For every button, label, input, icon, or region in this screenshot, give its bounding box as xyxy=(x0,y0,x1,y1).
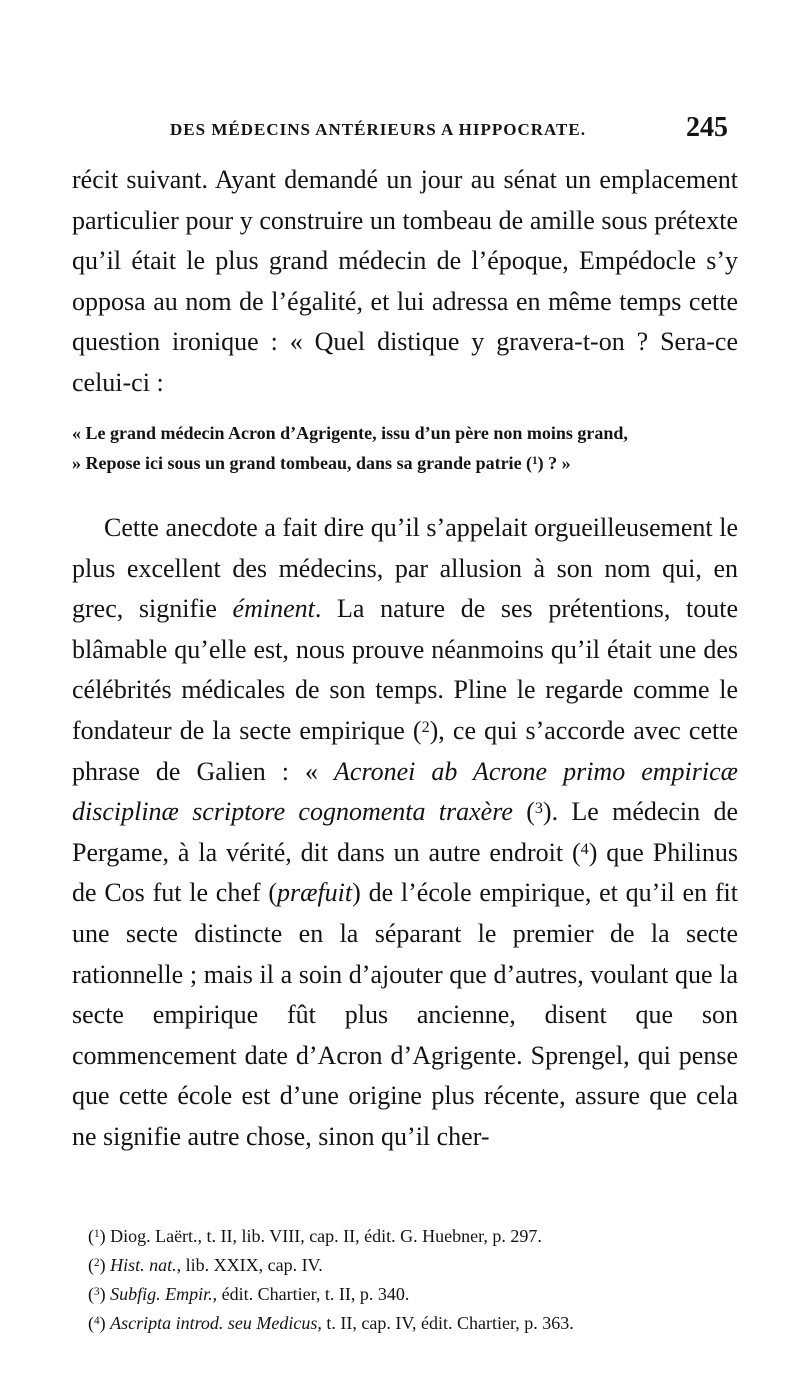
para2-s3: ), ce qui s’accorde avec cette phrase de Galien : « xyxy=(72,715,739,786)
para2-latin-quote: Acronei ab Acrone primo empiricæ disciplinæ scriptore cognomenta traxère xyxy=(72,756,738,827)
footnote-reference: , t. II, cap. IV, édit. Chartier, p. 363. xyxy=(317,1313,574,1333)
page-header xyxy=(70,112,738,148)
footnote-paren-close: ) xyxy=(99,1226,111,1246)
footnotes xyxy=(88,1222,738,1338)
footnote-work-title: Hist. nat. xyxy=(110,1255,177,1275)
footnote xyxy=(88,1222,738,1251)
footnote-number: 1 xyxy=(94,1227,100,1240)
para2-s7: ) de l’école empirique, et qu’il en fit une secte distincte en la séparant le premier de la secte rationnelle ; mais il a soin d’ajouter que d’autres, voulant que la secte empirique fût plus ancienne, disent que son commencement date d’Acron d’Agrigente. Sprengel, qui pense que cette école est d’une origine plus récente, assure que cela ne signifie autre chose, sinon qu’il cher- xyxy=(72,878,738,1151)
para2-s2: . La nature de ses prétentions, toute blâmable qu’elle est, nous prouve néanmoins qu’il était une des célébrités médicales de son temps. Pline le regarde comme le fondateur de la secte empirique ( xyxy=(72,594,738,745)
quote-line-2-end: ) ? » xyxy=(537,453,571,473)
paragraph-2 xyxy=(72,508,738,1158)
footnote-paren-close: ) xyxy=(99,1284,111,1304)
quote-line-2-text: » Repose ici sous un grand tombeau, dans sa grande patrie ( xyxy=(72,453,533,473)
footnote-ref-3: 3 xyxy=(534,799,543,817)
footnote xyxy=(88,1280,738,1309)
footnote xyxy=(88,1309,738,1338)
footnote-number: 4 xyxy=(94,1314,100,1327)
footnote-work-title: Subfig. Empir. xyxy=(110,1284,213,1304)
footnote-paren-close: ) xyxy=(99,1313,111,1333)
paragraph-1: récit suivant. Ayant demandé un jour au sénat un emplacement particulier pour y construire un tombeau de amille sous prétexte qu’il était le plus grand médecin de l’époque, Empédocle s’y opposa au nom de l’égalité, et lui adressa en même temps cette question ironique : « Quel distique y gravera-t-on ? Sera-ce celui-ci : xyxy=(72,165,738,397)
footnote-number: 3 xyxy=(94,1285,100,1298)
footnote-ref-1: 1 xyxy=(532,454,538,467)
footnote-ref-4: 4 xyxy=(580,840,589,858)
para2-s4: ( xyxy=(512,797,535,827)
footnote xyxy=(88,1251,738,1280)
footnote-number: 2 xyxy=(94,1256,100,1269)
footnote-ref-2: 2 xyxy=(421,718,430,736)
footnote-reference: , édit. Chartier, t. II, p. 340. xyxy=(212,1284,410,1304)
para2-praefuit: præfuit xyxy=(276,878,353,908)
running-title: DES MÉDECINS ANTÉRIEURS A HIPPOCRATE. xyxy=(170,120,586,139)
footnote-work-title: Ascripta introd. seu Medicus xyxy=(110,1313,318,1333)
footnote-reference: , lib. XXIX, cap. IV. xyxy=(176,1255,323,1275)
quote-line-1: « Le grand médecin Acron d’Agrigente, issu d’un père non moins grand, xyxy=(72,423,628,443)
footnote-paren-open: ( xyxy=(88,1226,94,1246)
para2-s6: ) que Philinus de Cos fut le chef ( xyxy=(72,837,738,908)
footnote-paren-open: ( xyxy=(88,1284,94,1304)
footnote-paren-open: ( xyxy=(88,1313,94,1333)
page-number: 245 xyxy=(686,112,728,143)
epitaph-quote xyxy=(72,418,738,478)
quote-line-2 xyxy=(72,448,738,478)
para2-s5: ). Le médecin de Pergame, à la vérité, dit dans un autre endroit ( xyxy=(72,797,738,867)
footnote-reference: Diog. Laërt., t. II, lib. VIII, cap. II, édit. G. Huebner, p. 297. xyxy=(110,1226,542,1246)
footnote-paren-close: ) xyxy=(99,1255,111,1275)
footnote-paren-open: ( xyxy=(88,1255,94,1275)
para2-emphasis-eminent: éminent xyxy=(232,594,315,624)
para2-s1: Cette anecdote a fait dire qu’il s’appelait orgueilleusement le plus excellent des médecins, par allusion à son nom qui, en grec, signifie xyxy=(72,513,738,624)
